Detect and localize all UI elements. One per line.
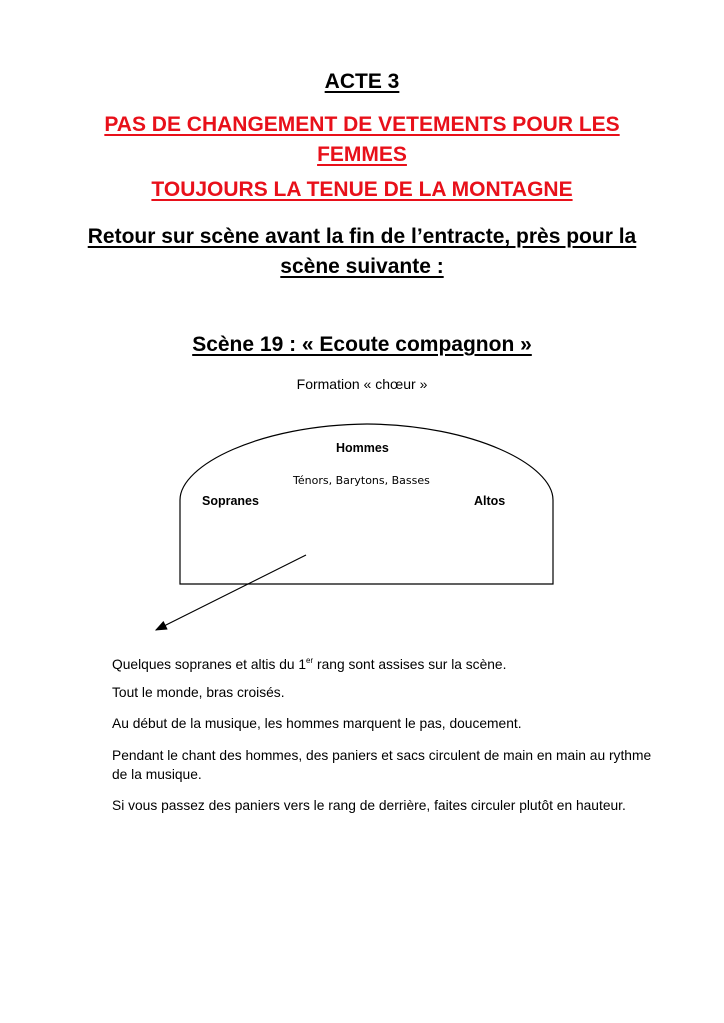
ordinal-superscript: er: [306, 656, 314, 665]
paragraph-text: Quelques sopranes et altis du 1: [112, 657, 307, 672]
altos-label: Altos: [474, 494, 506, 508]
direction-arrow: [156, 555, 306, 630]
paragraph-seating: [112, 651, 652, 674]
scene-title: Scène 19 : « Ecoute compagnon »: [192, 333, 532, 356]
act-title: ACTE 3: [324, 70, 400, 93]
sopranos-label: Sopranes: [202, 494, 259, 508]
paragraph-pass-high: Si vous passez des paniers vers le rang de derrière, faites circuler plutôt en hauteur.: [112, 798, 626, 813]
paragraph-arms-crossed: Tout le monde, bras croisés.: [112, 685, 285, 700]
paragraph-men-step: Au début de la musique, les hommes marquent le pas, doucement.: [112, 716, 522, 731]
men-label: Hommes: [336, 441, 389, 455]
heading-no-costume-change: PAS DE CHANGEMENT DE VETEMENTS POUR LES FEMMES: [104, 113, 620, 166]
formation-label: Formation « chœur »: [296, 376, 428, 392]
paragraph-baskets-circulate: Pendant le chant des hommes, des paniers et sacs circulent de main en main au rythme de la musique.: [112, 748, 652, 782]
heading-mountain-outfit: TOUJOURS LA TENUE DE LA MONTAGNE: [151, 178, 573, 201]
paragraph-text: rang sont assises sur la scène.: [313, 657, 507, 672]
instruction-heading: Retour sur scène avant la fin de l’entracte, près pour la scène suivante :: [87, 225, 637, 278]
men-voices-label: Ténors, Barytons, Basses: [293, 474, 430, 487]
